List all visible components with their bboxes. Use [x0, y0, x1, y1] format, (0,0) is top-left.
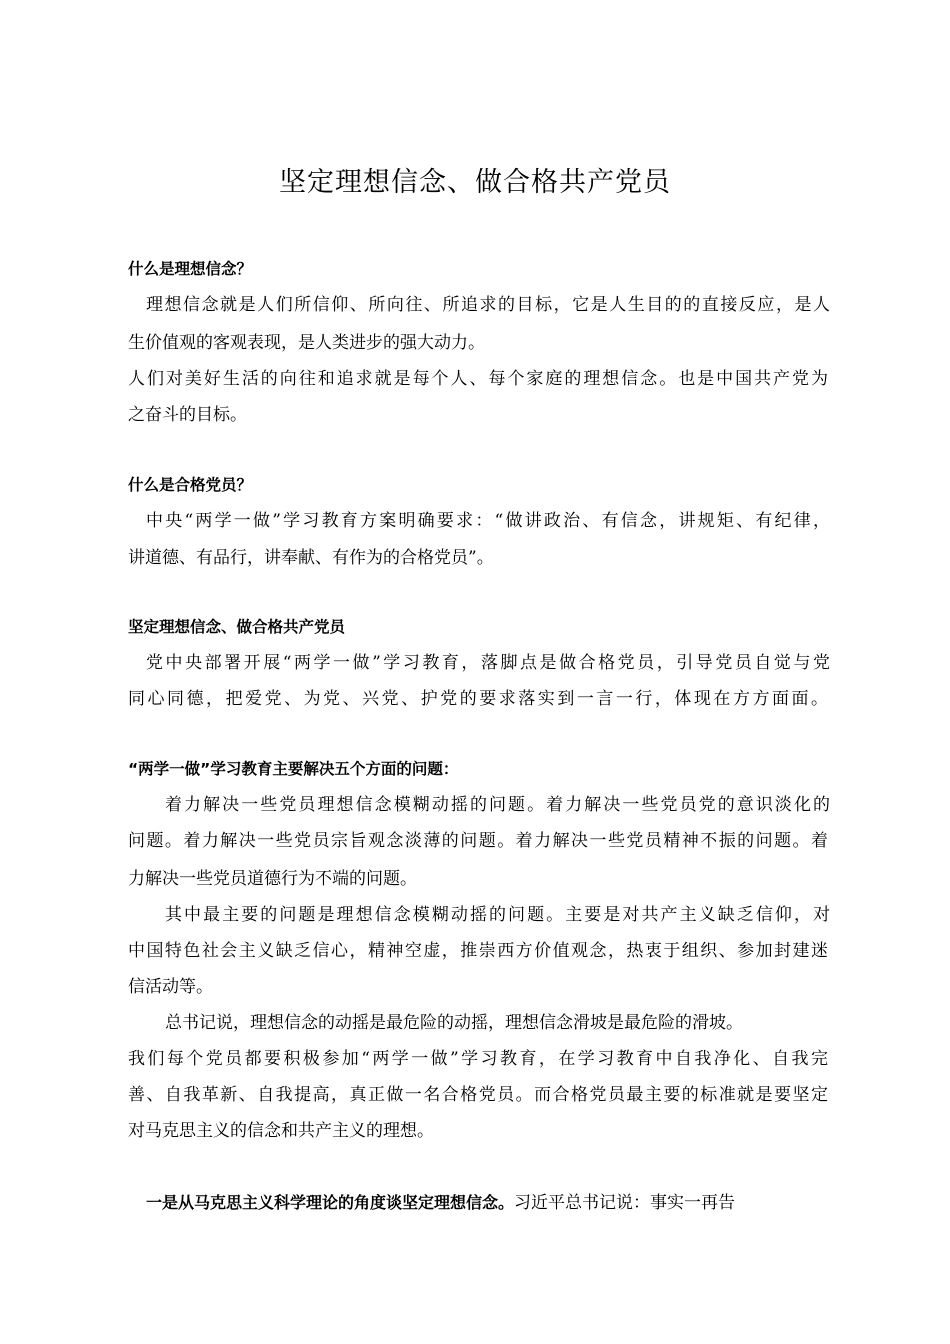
paragraph-line: 我们每个党员都要积极参加“两学一做”学习教育，在学习教育中自我净化、自我完 [128, 1049, 828, 1069]
bold-lead-text: 一是从马克思主义科学理论的角度谈坚定理想信念。 [146, 1193, 515, 1212]
paragraph-line: 讲道德、有品行，讲奉献、有作为的合格党员”。 [128, 548, 494, 568]
paragraph-line: 善、自我革新、自我提高，真正做一名合格党员。而合格党员最主要的标准就是要坚定 [128, 1085, 828, 1105]
paragraph-line: 问题。着力解决一些党员宗旨观念淡薄的问题。着力解决一些党员精神不振的问题。着 [128, 831, 828, 851]
paragraph-line: 中国特色社会主义缺乏信心，精神空虚，推崇西方价值观念，热衷于组织、参加封建迷 [128, 941, 828, 961]
paragraph-line: 中央“两学一做”学习教育方案明确要求：“做讲政治、有信念，讲规矩、有纪律， [146, 511, 830, 531]
paragraph-line: 同心同德，把爱党、为党、兴党、护党的要求落实到一言一行，体现在方方面面。 [128, 689, 828, 709]
paragraph-line: 理想信念就是人们所信仰、所向往、所追求的目标，它是人生目的的直接反应，是人 [146, 295, 830, 315]
paragraph-line: 信活动等。 [128, 977, 213, 997]
heading-what-is-ideal-belief: 什么是理想信念？ [128, 260, 253, 278]
paragraph-line: 总书记说，理想信念的动摇是最危险的动摇，理想信念滑坡是最危险的滑坡。 [165, 1013, 743, 1033]
paragraph-line: 人们对美好生活的向往和追求就是每个人、每个家庭的理想信念。也是中国共产党为 [128, 369, 828, 389]
heading-five-problems: “两学一做”学习教育主要解决五个方面的问题： [128, 760, 459, 778]
document-title: 坚定理想信念、做合格共产党员 [279, 167, 671, 198]
paragraph-line [146, 1191, 830, 1215]
paragraph-line: 力解决一些党员道德行为不端的问题。 [128, 869, 417, 889]
paragraph-line: 其中最主要的问题是理想信念模糊动摇的问题。主要是对共产主义缺乏信仰，对 [165, 905, 830, 925]
heading-what-is-qualified-member: 什么是合格党员？ [128, 476, 253, 494]
paragraph-line: 之奋斗的目标。 [128, 405, 247, 425]
paragraph-line: 生价值观的客观表现，是人类进步的强大动力。 [128, 333, 485, 353]
paragraph-continuation: 习近平总书记说：事实一再告 [514, 1193, 736, 1213]
paragraph-line: 党中央部署开展“两学一做”学习教育，落脚点是做合格党员，引导党员自觉与党 [146, 653, 830, 673]
paragraph-line: 着力解决一些党员理想信念模糊动摇的问题。着力解决一些党员党的意识淡化的 [165, 795, 830, 815]
paragraph-line: 对马克思主义的信念和共产主义的理想。 [128, 1121, 434, 1141]
heading-firm-ideal-belief: 坚定理想信念、做合格共产党员 [128, 618, 346, 636]
